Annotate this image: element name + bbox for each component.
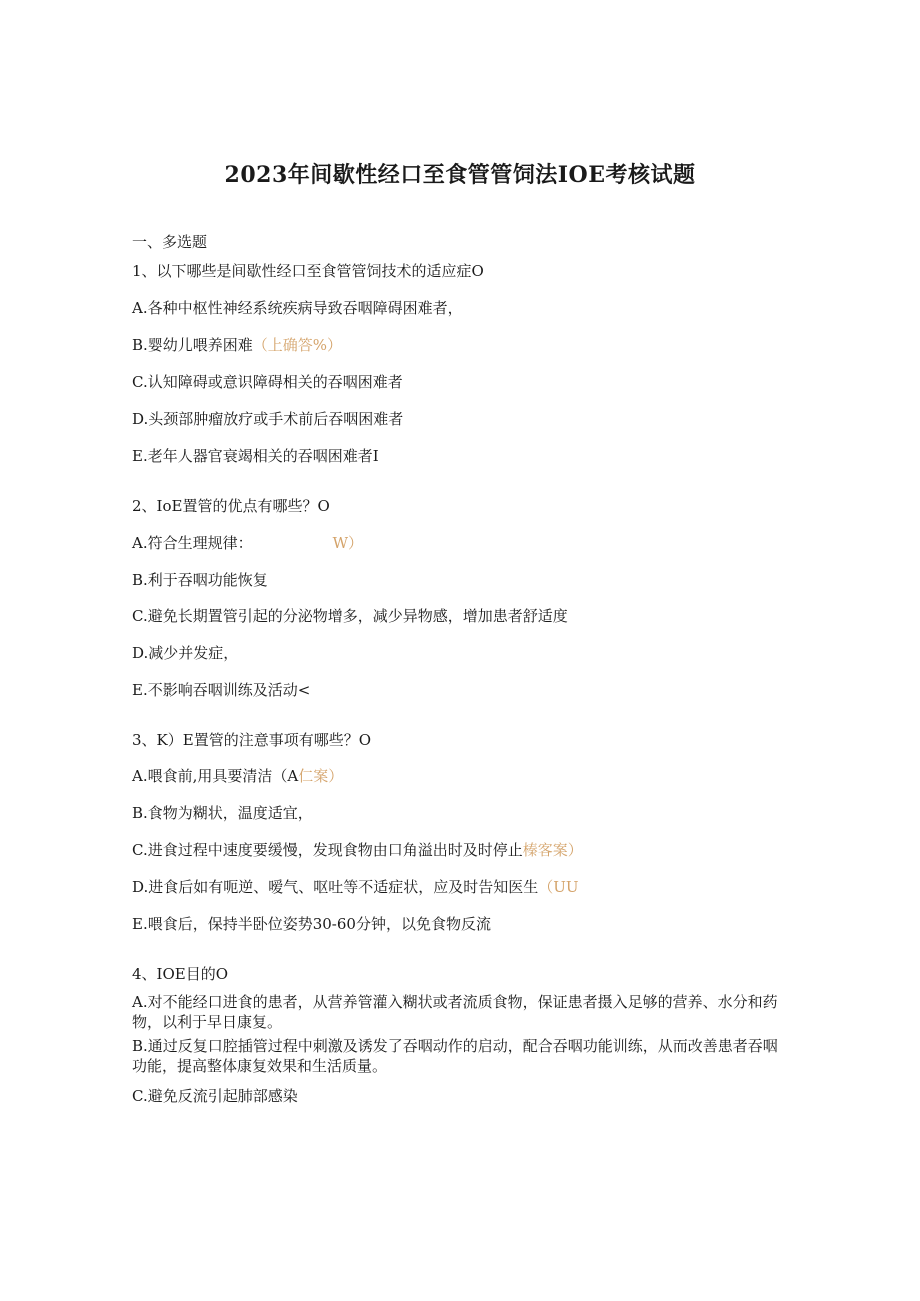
question-2-stem: 2、IoE置管的优点有哪些？O [132,497,330,515]
answer-mark: 仁案） [298,767,344,785]
answer-mark: W） [332,534,364,552]
question-1-option-a: A.各种中枢性神经系统疾病导致吞咽障碍困难者， [132,299,463,317]
question-1-option-c: C.认知障碍或意识障碍相关的吞咽困难者 [132,373,403,391]
document-title: 2023年间歇性经口至食管管饲法IOE考核试题 [224,162,696,188]
section-heading: 一、多选题 [132,233,208,251]
question-2-option-c: C.避免长期置管引起的分泌物增多，减少异物感，增加患者舒适度 [132,607,568,625]
question-2-option-e: E.不影响吞咽训练及活动< [132,681,311,699]
question-4-option-b: B.通过反复口腔插管过程中刺激及诱发了吞咽动作的启动，配合吞咽功能训练，从而改善患者吞咽功能，提高整体康复效果和生活质量。 [132,1037,778,1075]
question-1-stem: 1、以下哪些是间歇性经口至食管管饲技术的适应症O [132,262,484,280]
question-3-option-b: B.食物为糊状，温度适宜， [132,804,313,822]
question-3-option-d [132,877,579,897]
question-4-stem: 4、IOE目的O [132,965,229,983]
question-3-stem: 3、K）E置管的注意事项有哪些？O [132,731,371,749]
question-2-option-a [132,533,363,553]
question-2-option-b: B.利于吞咽功能恢复 [132,571,268,589]
question-4-option-c: C.避免反流引起肺部感染 [132,1087,298,1105]
question-1-option-e: E.老年人器官衰竭相关的吞咽困难者I [132,447,379,465]
option-text: B.婴幼儿喂养困难 [132,336,253,354]
question-2-option-d: D.减少并发症， [132,644,239,662]
option-text: A.喂食前,用具要清洁（A [132,767,299,785]
question-4-option-a: A.对不能经口进食的患者，从营养管灌入糊状或者流质食物，保证患者摄入足够的营养、水分和药物，以利于早日康复。 [132,993,778,1031]
question-3-option-e: E.喂食后，保持半卧位姿势30-60分钟，以免食物反流 [132,915,491,933]
option-text: C.进食过程中速度要缓慢，发现食物由口角溢出时及时停止 [132,841,523,859]
question-3-option-a [132,766,343,786]
question-1-option-d: D.头颈部肿瘤放疗或手术前后吞咽困难者 [132,410,404,428]
answer-mark: （上确答%） [252,336,343,354]
answer-mark: （UU [538,878,579,896]
answer-mark: 榛客案） [522,841,583,859]
option-text: D.进食后如有呃逆、嗳气、呕吐等不适症状，应及时告知医生 [132,878,539,896]
option-text: A.符合生理规律： [132,534,253,552]
question-1-option-b [132,335,342,355]
question-3-option-c [132,840,583,860]
